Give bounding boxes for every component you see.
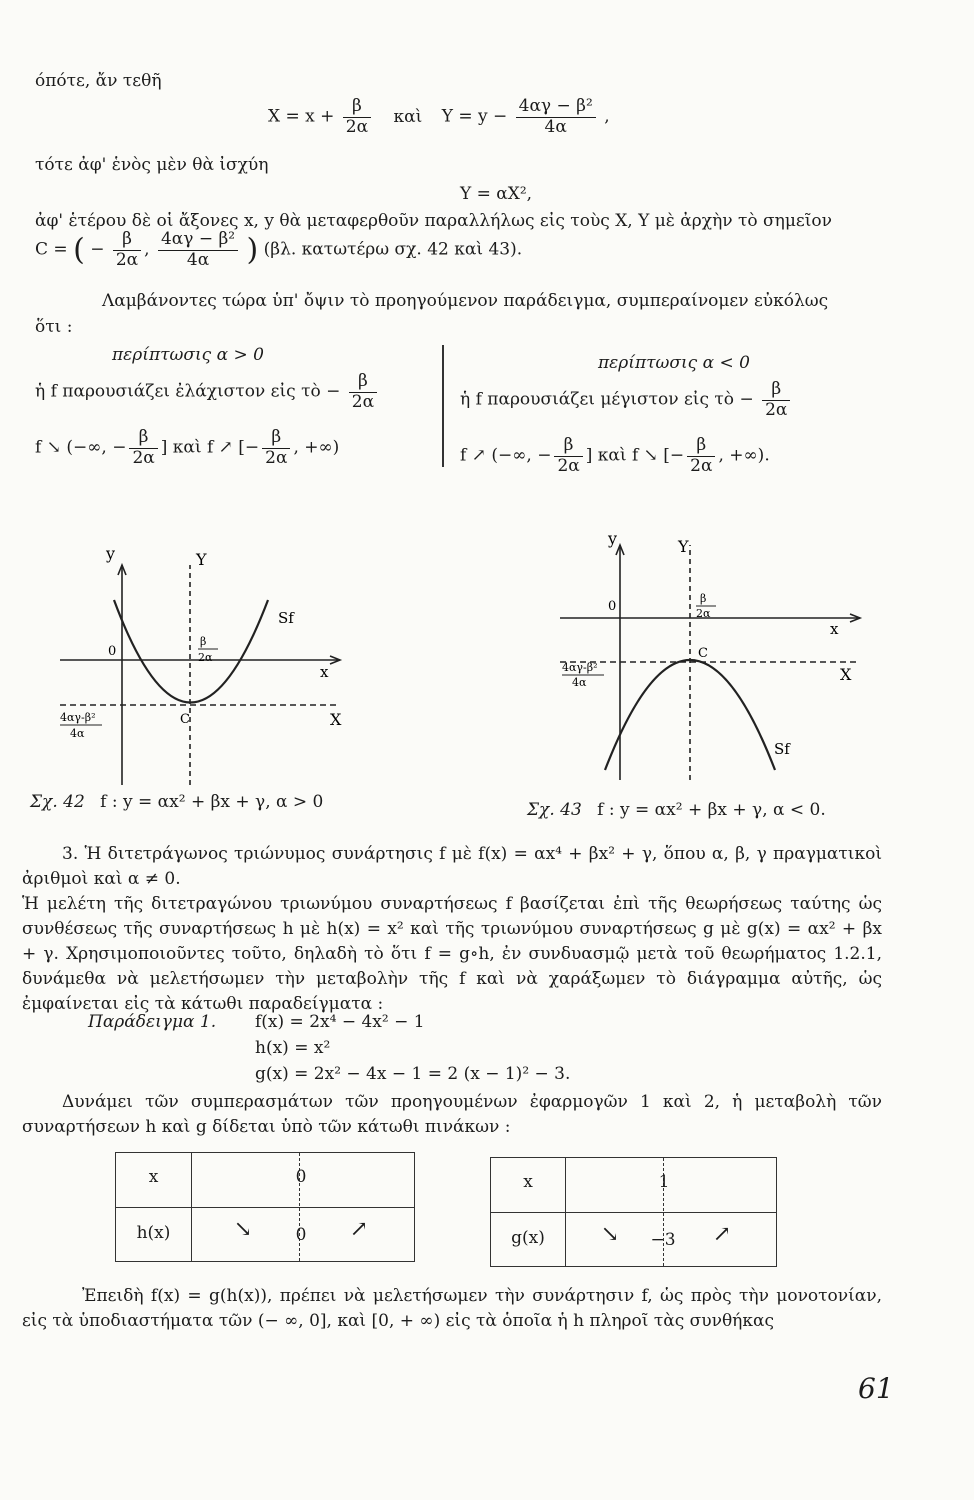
mono-part-a: f ↘ (−∞, −	[35, 437, 127, 458]
C-frac1	[113, 230, 141, 270]
example-eq1: f(x) = 2x⁴ − 4x² − 1	[255, 1012, 425, 1032]
label-vnum: β	[700, 592, 707, 605]
mono-part-a: f ↗ (−∞, −	[460, 445, 552, 466]
frac-num: β	[762, 380, 790, 401]
label-hden: 4α	[572, 676, 587, 689]
label-origin: 0	[608, 599, 617, 614]
section3-heading: 3. Ἡ διτετράγωνος τριώνυμος συνάρτησις f μὲ f(x) = αx⁴ + βx² + γ, ὅπου α, β, γ πραγματικοὶ ἀριθμοὶ καὶ α ≠ 0.	[22, 844, 882, 889]
frac-num: β	[687, 436, 715, 457]
C-ref: (βλ. κατωτέρω σχ. 42 καὶ 43).	[263, 239, 523, 260]
label-x: x	[320, 663, 329, 681]
frac-den: 2α	[351, 391, 375, 412]
and-word: καὶ	[393, 106, 423, 127]
substitution-formula	[268, 97, 610, 137]
frac-den: 2α	[765, 399, 788, 420]
example-eq2: h(x) = x²	[255, 1038, 331, 1058]
label-vden: 2α	[198, 651, 213, 664]
table-h-xval: 0	[295, 1167, 307, 1187]
table-g-down: ↘	[600, 1222, 620, 1247]
case-right-max-text: ἡ f παρουσιάζει μέγιστον εἰς τὸ −	[460, 389, 754, 410]
label-C: C	[180, 712, 190, 727]
intro-line4: Λαμβάνοντες τώρα ὑπ' ὄψιν τὸ προηγούμενον παράδειγμα, συμπεραίνομεν εὐκόλως	[102, 291, 829, 311]
table-g-xval: 1	[658, 1172, 670, 1192]
C-den2: 4α	[186, 249, 210, 270]
mono-frac1	[129, 428, 157, 468]
caption-43-label: Σχ. 43	[527, 800, 582, 820]
case-left-min-frac	[349, 372, 377, 412]
case-left-monotony	[35, 428, 339, 468]
frac-den: 2α	[132, 447, 155, 468]
label-Y: Y	[196, 550, 207, 569]
mono-part-c: , +∞).	[718, 445, 770, 466]
table-h-up: ↗	[349, 1217, 369, 1242]
frac-num: β	[129, 428, 157, 449]
caption-42	[30, 792, 323, 812]
X-den: 2α	[345, 116, 369, 137]
table-g-up: ↗	[712, 1222, 732, 1247]
table-g-x: x	[523, 1172, 533, 1192]
caption-43	[527, 800, 826, 820]
case-left-min-text: ἡ f παρουσιάζει ἐλάχιστον εἰς τὸ −	[35, 381, 341, 402]
case-right-title: περίπτωσις α < 0	[598, 353, 750, 373]
X-fraction	[343, 97, 371, 137]
example-label: Παράδειγμα 1.	[88, 1012, 217, 1032]
label-C: C	[698, 646, 708, 661]
table-h-fx: h(x)	[136, 1223, 171, 1243]
label-X: X	[330, 710, 342, 729]
label-y: y	[106, 544, 116, 563]
figure-42	[40, 535, 380, 795]
equation-Y-aX2: Y = αX²,	[460, 184, 533, 204]
label-hden: 4α	[70, 727, 85, 740]
table-g	[490, 1157, 777, 1267]
table-h-down: ↘	[233, 1217, 253, 1242]
X-num: β	[343, 97, 371, 118]
caption-42-eq: f : y = αx² + βx + γ, α > 0	[100, 792, 324, 812]
frac-num: β	[262, 428, 290, 449]
table-h-fval: 0	[295, 1225, 307, 1245]
intro-line1: όπότε, ἄν τεθῆ	[35, 71, 162, 91]
case-left-min	[35, 372, 380, 412]
label-x: x	[830, 620, 839, 638]
C-num2: 4αγ − β²	[158, 230, 238, 251]
intro-line2: τότε ἀφ' ἑνὸς μὲν θὰ ἰσχύη	[35, 155, 269, 175]
mono-frac1	[554, 436, 582, 476]
table-g-fx: g(x)	[511, 1228, 545, 1248]
comma: ,	[604, 106, 610, 127]
label-Sf: Sf	[774, 740, 790, 758]
C-label: C =	[35, 239, 68, 260]
point-C-formula: C = ( − $\frac{\beta}{2\alpha}$ , $\frac{\text{4αγ − β²}}{4\alpha}$ ) (βλ. κατωτέρω σχ. 42 καὶ 43).	[35, 229, 523, 270]
Y-lhs: Y = y −	[441, 106, 508, 127]
case-right-monotony	[460, 436, 770, 476]
table-g-fval: −3	[650, 1230, 676, 1250]
mono-frac2	[262, 428, 290, 468]
case-right-max-frac	[762, 380, 790, 420]
caption-42-label: Σχ. 42	[30, 792, 85, 812]
label-hnum: 4αγ-β²	[60, 711, 96, 724]
parabola-Sf	[114, 600, 268, 703]
table-h-x: x	[148, 1167, 159, 1187]
closing-paragraph: Ἐπειδὴ f(x) = g(h(x)), πρέπει νὰ μελετήσωμεν τὴν συνάρτησιν f, ὡς πρὸς τὴν μονοτονίαν, εἰς τὰ ὑποδιαστήματα τῶν (− ∞, 0], καὶ [0, + ∞) εἰς τὰ ὁποῖα ἡ h πληροῖ τὰς συνθήκας	[22, 1286, 882, 1331]
label-vnum: β	[200, 635, 207, 648]
page-number: 61	[858, 1372, 894, 1405]
case-right-max	[460, 380, 793, 420]
mono-part-b: ] καὶ f ↘ [−	[585, 445, 685, 466]
X-lhs: X = x +	[268, 106, 335, 127]
mono-frac2	[687, 436, 715, 476]
example-eq3: g(x) = 2x² − 4x − 1 = 2 (x − 1)² − 3.	[255, 1064, 571, 1084]
label-origin: 0	[108, 644, 117, 659]
intro-line3: ἀφ' ἑτέρου δὲ οἱ ἄξονες x, y θὰ μεταφερθοῦν παραλλήλως εἰς τοὺς X, Y μὲ ἀρχὴν τὸ σημεῖον	[35, 211, 832, 231]
Y-den: 4α	[544, 116, 567, 137]
C-num1: β	[113, 230, 141, 251]
section3-body: Ἡ μελέτη τῆς διτετραγώνου τριωνύμου συναρτήσεως f βασίζεται ἐπὶ τῆς θεωρήσεως ταύτης ὡς συνθέσεως τῆς συναρτήσεως h μὲ h(x) = x² καὶ τῆς τριωνύμου συναρτήσεως g μὲ g(x) = αx² + βx + γ. Χρησιμοποιοῦντες τοῦτο, δηλαδὴ τὸ ὅτι f = g∘h, ἐν συνδυασμῷ μετὰ τοῦ θεωρήματος 1.2.1, δυνάμεθα νὰ μελετήσωμεν τὴν μεταβολὴν τῆς f καὶ νὰ χαράξωμεν τὸ διάγραμμα αὐτῆς, ὡς ἐμφαίνεται εἰς τὰ κάτωθι παραδείγματα :	[22, 894, 882, 1014]
mono-part-b: ] καὶ f ↗ [−	[160, 437, 260, 458]
table-h-hline	[116, 1207, 414, 1208]
mono-part-c: , +∞)	[293, 437, 340, 458]
table-g-hline	[491, 1212, 776, 1213]
label-y: y	[608, 530, 618, 548]
frac-den: 2α	[265, 447, 288, 468]
table-h	[115, 1152, 415, 1262]
frac-den: 2α	[690, 455, 713, 476]
label-hnum: 4αγ-β²	[562, 661, 598, 674]
C-den1: 2α	[115, 249, 139, 270]
label-Sf: Sf	[278, 609, 294, 627]
Y-num: 4αγ − β²	[516, 97, 596, 118]
frac-den: 2α	[557, 455, 580, 476]
case-left-title: περίπτωσις α > 0	[112, 345, 264, 365]
case-divider	[442, 345, 444, 467]
caption-43-eq: f : y = αx² + βx + γ, α < 0.	[597, 800, 826, 820]
label-Y: Y	[678, 537, 689, 556]
frac-num: β	[349, 372, 377, 393]
Y-fraction	[516, 97, 596, 137]
intro-line5: ὅτι :	[35, 317, 73, 337]
example-after: Δυνάμει τῶν συμπερασμάτων τῶν προηγουμένων ἐφαρμογῶν 1 καὶ 2, ἡ μεταβολὴ τῶν συναρτήσεων h καὶ g δίδεται ὑπὸ τῶν κάτωθι πινάκων :	[22, 1092, 882, 1137]
label-X: X	[840, 665, 852, 684]
label-vden: 2α	[696, 607, 711, 620]
frac-num: β	[554, 436, 582, 457]
paren-close: )	[246, 232, 259, 268]
C-frac2	[158, 230, 238, 270]
figure-43	[560, 530, 900, 790]
minus: −	[90, 239, 105, 260]
paren-open: (	[73, 232, 85, 268]
